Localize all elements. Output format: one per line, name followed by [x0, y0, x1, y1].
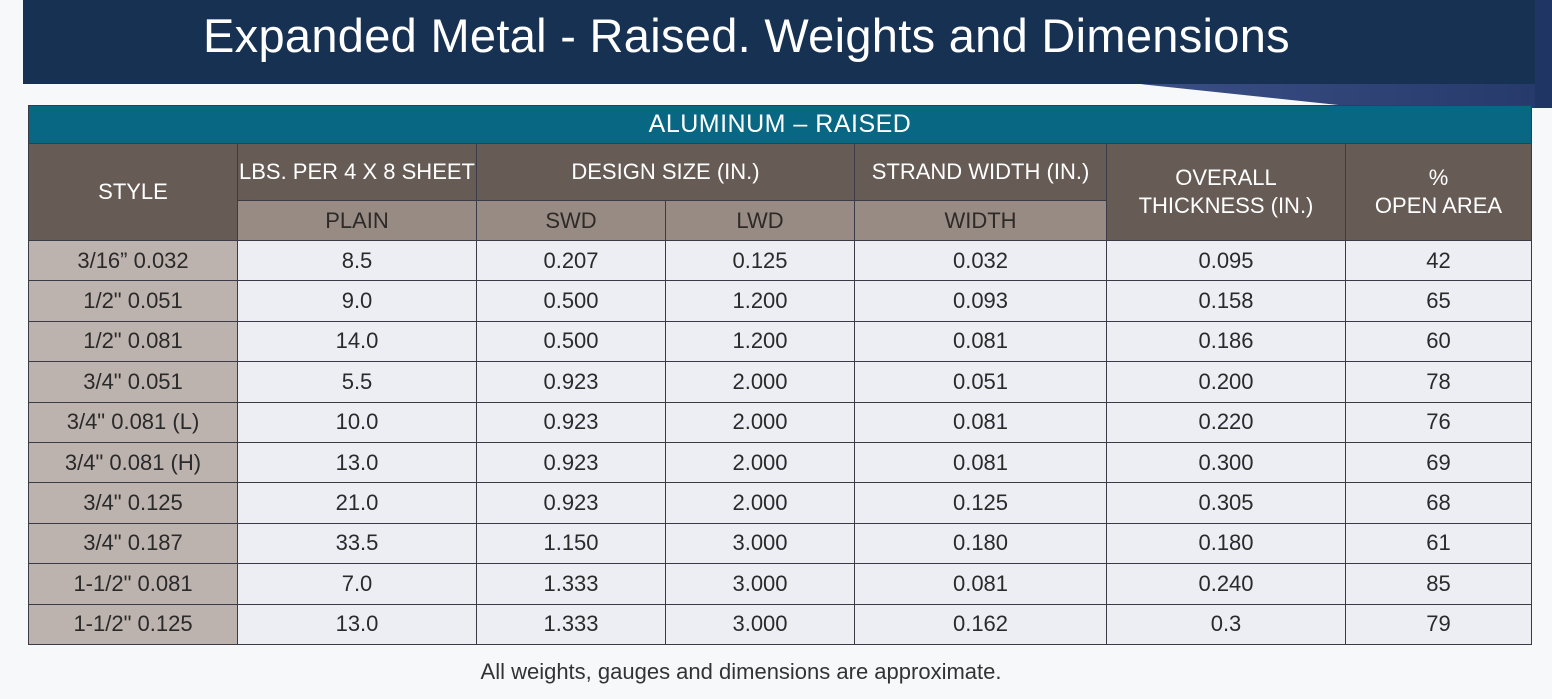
table-row — [29, 523, 1532, 563]
cell-thickness: 0.220 — [1107, 402, 1346, 442]
cell-style: 1-1/2" 0.125 — [29, 604, 238, 644]
subheader-width: WIDTH — [855, 201, 1107, 241]
cell-style: 1/2" 0.081 — [29, 321, 238, 361]
cell-swd: 1.333 — [477, 604, 666, 644]
cell-lwd: 2.000 — [666, 402, 855, 442]
page-title: Expanded Metal - Raised. Weights and Dimensions — [203, 9, 1290, 62]
cell-thickness: 0.186 — [1107, 321, 1346, 361]
cell-width: 0.162 — [855, 604, 1107, 644]
cell-thickness: 0.180 — [1107, 523, 1346, 563]
cell-swd: 1.333 — [477, 564, 666, 604]
cell-swd: 0.923 — [477, 483, 666, 523]
table-row — [29, 442, 1532, 482]
table-row — [29, 604, 1532, 644]
cell-thickness: 0.158 — [1107, 281, 1346, 321]
cell-plain: 21.0 — [238, 483, 477, 523]
cell-thickness: 0.240 — [1107, 564, 1346, 604]
table-row — [29, 281, 1532, 321]
cell-width: 0.081 — [855, 442, 1107, 482]
table-row — [29, 241, 1532, 281]
table-row — [29, 321, 1532, 361]
cell-style: 1/2" 0.051 — [29, 281, 238, 321]
header-overall-line2: THICKNESS (IN.) — [1138, 193, 1314, 218]
cell-style: 3/16” 0.032 — [29, 241, 238, 281]
cell-swd: 0.207 — [477, 241, 666, 281]
cell-width: 0.125 — [855, 483, 1107, 523]
header-overall-thickness — [1107, 144, 1346, 241]
cell-width: 0.081 — [855, 321, 1107, 361]
header-open-line2: OPEN AREA — [1374, 193, 1503, 218]
cell-plain: 5.5 — [238, 362, 477, 402]
cell-lwd: 1.200 — [666, 281, 855, 321]
table-row — [29, 402, 1532, 442]
cell-open-area: 61 — [1346, 523, 1532, 563]
cell-swd: 0.923 — [477, 402, 666, 442]
cell-thickness: 0.305 — [1107, 483, 1346, 523]
cell-width: 0.032 — [855, 241, 1107, 281]
cell-lwd: 3.000 — [666, 523, 855, 563]
header-design-size: DESIGN SIZE (IN.) — [477, 144, 855, 201]
subheader-plain: PLAIN — [238, 201, 477, 241]
cell-lwd: 3.000 — [666, 604, 855, 644]
cell-width: 0.081 — [855, 564, 1107, 604]
cell-thickness: 0.300 — [1107, 442, 1346, 482]
cell-width: 0.081 — [855, 402, 1107, 442]
cell-thickness: 0.200 — [1107, 362, 1346, 402]
cell-open-area: 78 — [1346, 362, 1532, 402]
header-lbs-per-sheet: LBS. PER 4 X 8 SHEET — [238, 144, 477, 201]
header-style: STYLE — [29, 144, 238, 241]
cell-open-area: 76 — [1346, 402, 1532, 442]
cell-plain: 33.5 — [238, 523, 477, 563]
cell-plain: 14.0 — [238, 321, 477, 361]
cell-width: 0.093 — [855, 281, 1107, 321]
cell-lwd: 0.125 — [666, 241, 855, 281]
cell-lwd: 3.000 — [666, 564, 855, 604]
cell-open-area: 68 — [1346, 483, 1532, 523]
cell-width: 0.180 — [855, 523, 1107, 563]
cell-lwd: 2.000 — [666, 442, 855, 482]
header-strand-width: STRAND WIDTH (IN.) — [855, 144, 1107, 201]
cell-style: 3/4" 0.051 — [29, 362, 238, 402]
cell-open-area: 42 — [1346, 241, 1532, 281]
subheader-swd: SWD — [477, 201, 666, 241]
cell-thickness: 0.095 — [1107, 241, 1346, 281]
table-row — [29, 564, 1532, 604]
header-open-area — [1346, 144, 1532, 241]
spec-table — [28, 105, 1532, 645]
cell-style: 3/4" 0.081 (H) — [29, 442, 238, 482]
table-row — [29, 362, 1532, 402]
cell-open-area: 65 — [1346, 281, 1532, 321]
decorative-strip — [1535, 0, 1552, 108]
cell-plain: 9.0 — [238, 281, 477, 321]
cell-plain: 10.0 — [238, 402, 477, 442]
table-title: ALUMINUM – RAISED — [29, 106, 1532, 144]
cell-lwd: 1.200 — [666, 321, 855, 361]
cell-open-area: 60 — [1346, 321, 1532, 361]
cell-style: 3/4" 0.081 (L) — [29, 402, 238, 442]
header-open-line1: % — [1428, 165, 1449, 190]
cell-plain: 8.5 — [238, 241, 477, 281]
cell-swd: 0.500 — [477, 281, 666, 321]
cell-swd: 0.923 — [477, 442, 666, 482]
cell-lwd: 2.000 — [666, 483, 855, 523]
cell-open-area: 69 — [1346, 442, 1532, 482]
cell-plain: 13.0 — [238, 442, 477, 482]
cell-plain: 13.0 — [238, 604, 477, 644]
cell-swd: 0.923 — [477, 362, 666, 402]
subheader-lwd: LWD — [666, 201, 855, 241]
cell-style: 1-1/2" 0.081 — [29, 564, 238, 604]
cell-style: 3/4" 0.125 — [29, 483, 238, 523]
cell-open-area: 85 — [1346, 564, 1532, 604]
footnote: All weights, gauges and dimensions are approximate. — [480, 659, 1002, 684]
header-overall-line1: OVERALL — [1175, 165, 1277, 190]
table-row — [29, 483, 1532, 523]
cell-style: 3/4" 0.187 — [29, 523, 238, 563]
cell-swd: 0.500 — [477, 321, 666, 361]
cell-swd: 1.150 — [477, 523, 666, 563]
cell-thickness: 0.3 — [1107, 604, 1346, 644]
cell-open-area: 79 — [1346, 604, 1532, 644]
cell-lwd: 2.000 — [666, 362, 855, 402]
cell-width: 0.051 — [855, 362, 1107, 402]
cell-plain: 7.0 — [238, 564, 477, 604]
